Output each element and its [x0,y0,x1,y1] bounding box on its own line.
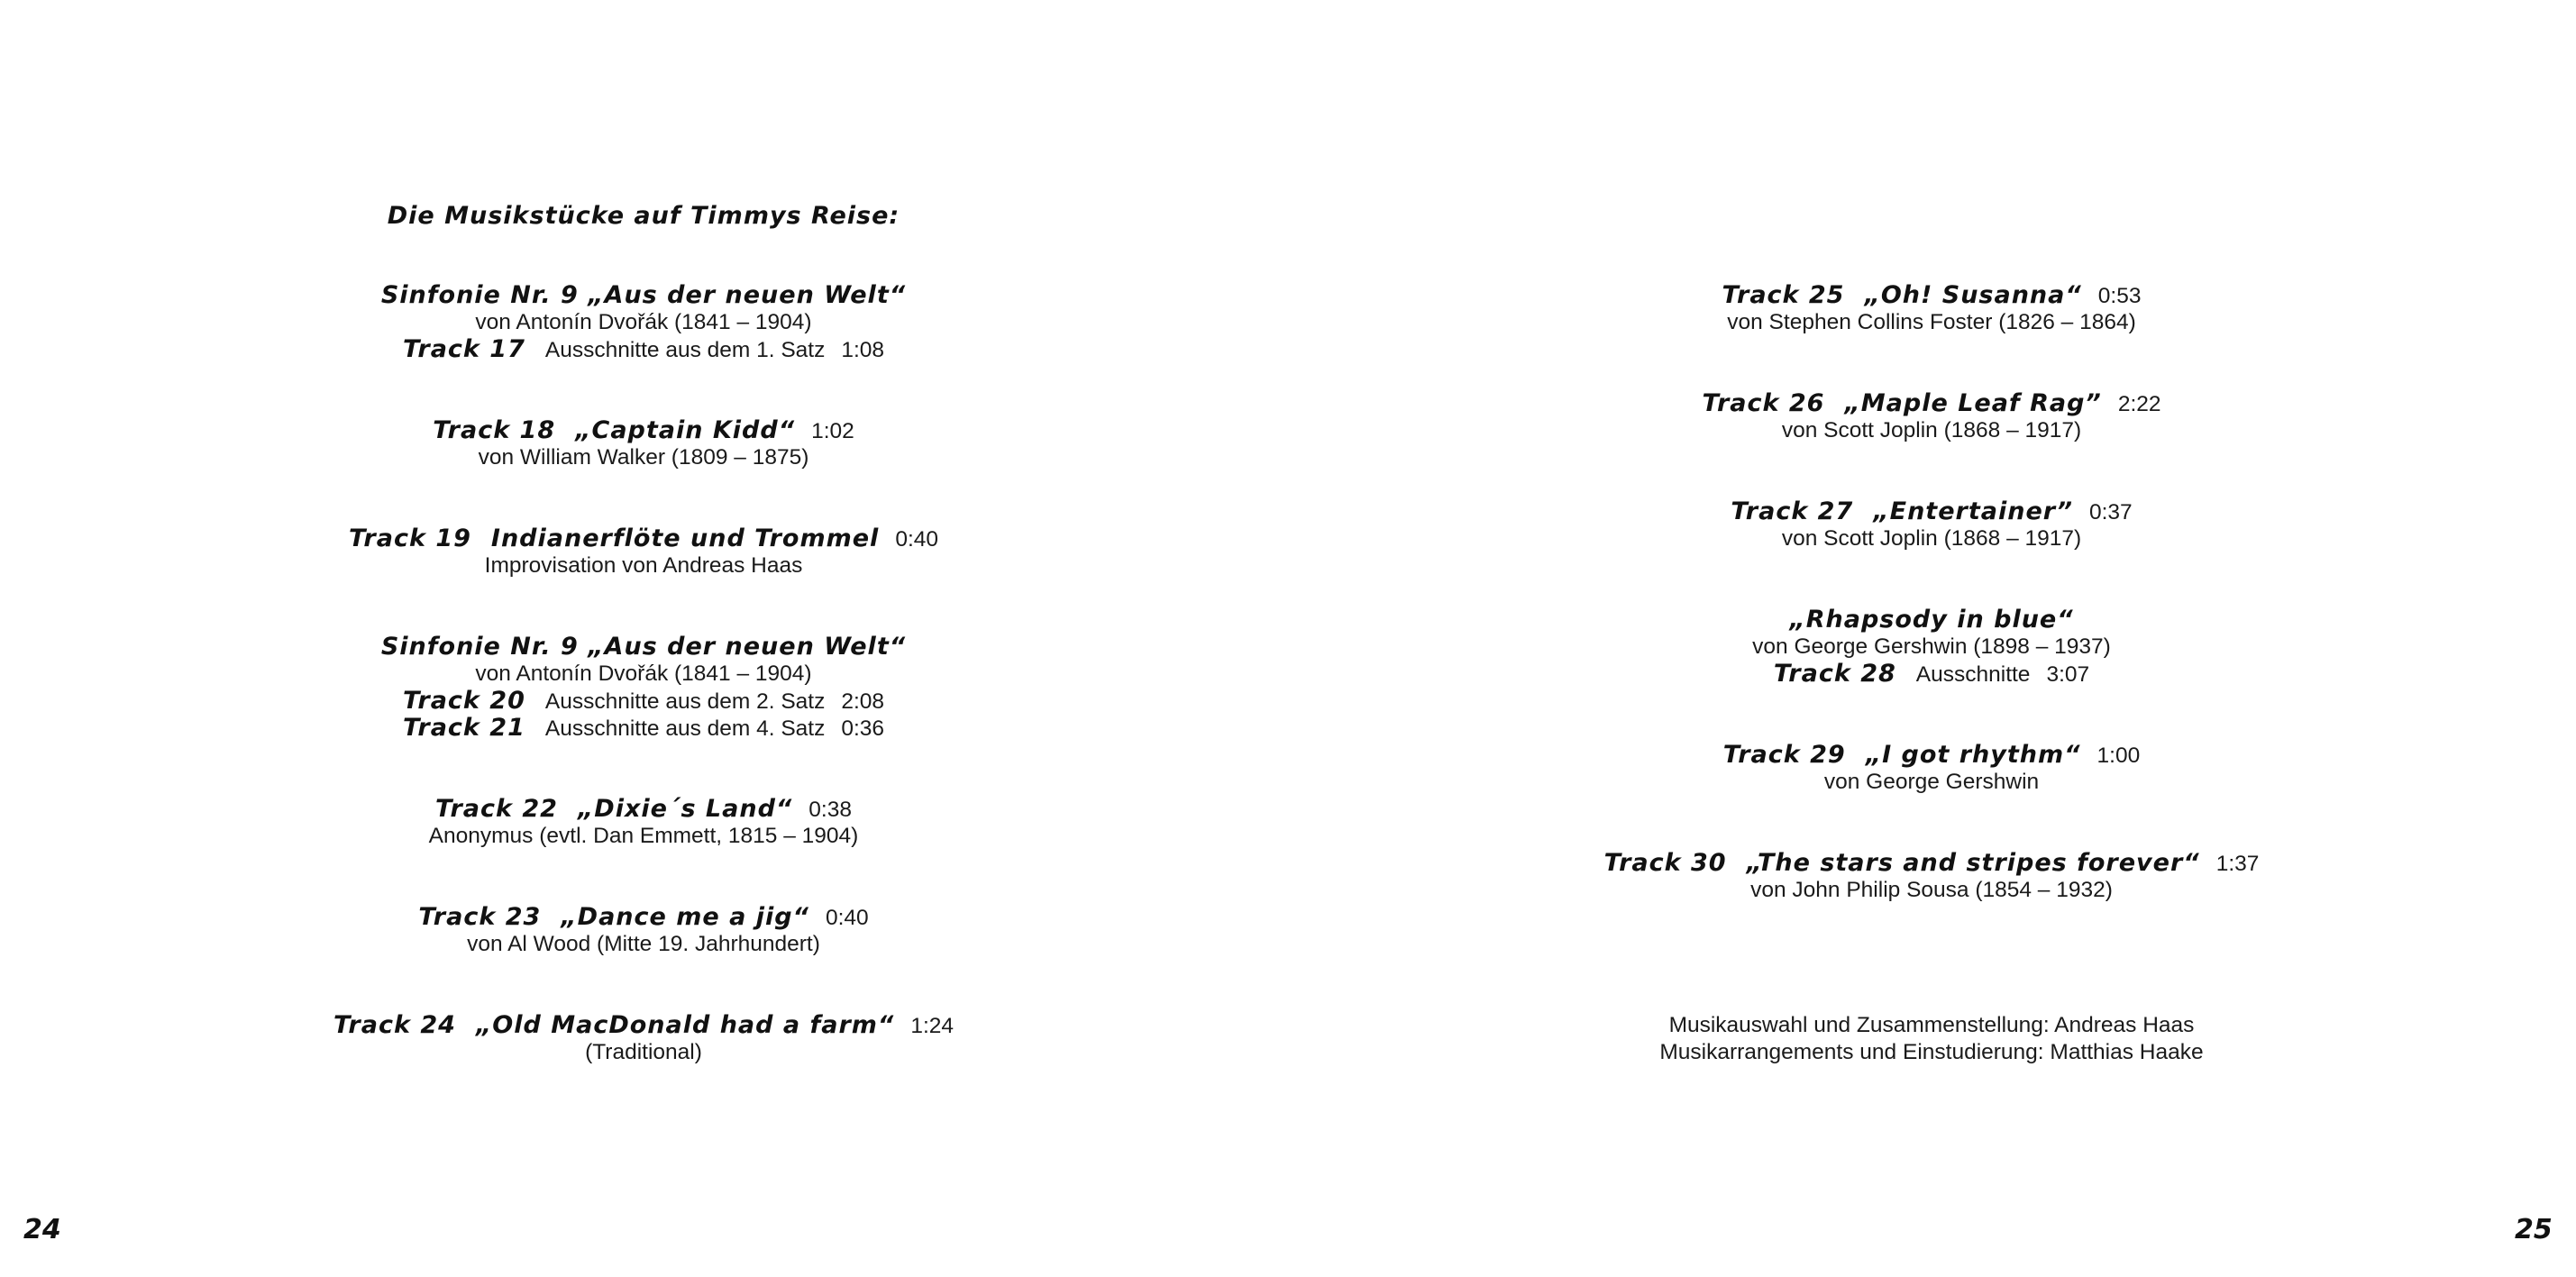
track-title: „Maple Leaf Rag” [1844,389,2102,417]
track-label: Track 20 [402,687,525,715]
credits [1571,1012,2292,1066]
track-label: Track 25 [1722,281,1845,309]
track-block [283,634,1004,742]
track-composer: von John Philip Sousa (1854 – 1932) [1750,878,2113,902]
track-title: Indianerflöte und Trommel [490,524,880,552]
track-title: „The stars and stripes forever“ [1746,849,2200,877]
track-duration: 2:08 [841,689,885,714]
track-label: Track 21 [402,714,525,742]
track-label: Track 26 [1702,389,1825,417]
track-line [283,796,1004,823]
track-title: „Oh! Susanna“ [1864,281,2082,309]
track-description: Ausschnitte aus dem 4. Satz [544,716,826,741]
track-block [1571,742,2292,796]
track-block [283,796,1004,850]
track-label: Track 28 [1773,660,1896,688]
track-title: „Dixie´s Land“ [577,795,793,823]
track-label: Track 30 [1603,849,1727,877]
track-composer: von Al Wood (Mitte 19. Jahrhundert) [467,932,820,956]
track-label: Track 23 [418,903,542,931]
track-duration: 1:02 [811,419,854,443]
track-duration: 1:37 [2215,852,2260,876]
track-line [283,715,1004,742]
track-duration: 1:24 [910,1014,954,1038]
track-duration: 3:07 [2046,662,2090,687]
track-title: Sinfonie Nr. 9 „Aus der neuen Welt“ [380,633,907,661]
track-line [1571,742,2292,769]
track-composer: von Scott Joplin (1868 – 1917) [1781,526,2082,551]
track-title: Sinfonie Nr. 9 „Aus der neuen Welt“ [380,281,907,309]
track-composer: von Stephen Collins Foster (1826 – 1864) [1727,310,2136,334]
track-title: „Entertainer” [1873,497,2073,525]
track-duration: 0:38 [808,798,852,822]
track-duration: 0:36 [841,716,885,741]
track-duration: 1:08 [841,338,885,362]
track-label: Track 22 [435,795,558,823]
track-line [283,336,1004,363]
track-label: Track 19 [348,524,471,552]
track-composer: von Antonín Dvořák (1841 – 1904) [475,661,812,686]
track-title: „Dance me a jig“ [561,903,809,931]
track-line [1571,661,2292,688]
track-block [1571,498,2292,552]
track-title: „Rhapsody in blue“ [1789,606,2074,634]
track-block [283,417,1004,471]
track-title: „Old MacDonald had a farm“ [475,1011,895,1039]
track-composer: von William Walker (1809 – 1875) [478,445,809,470]
track-line [1571,498,2292,525]
track-label: Track 18 [433,416,556,444]
track-line [283,688,1004,715]
credits-arrangements: Musikarrangements und Einstudierung: Matthias Haake [1659,1040,2204,1064]
track-composer: von George Gershwin [1823,770,2040,794]
track-block [1571,850,2292,904]
page-number: 25 [2515,1214,2553,1245]
page-number: 24 [23,1214,61,1245]
track-line [283,525,1004,552]
track-title: „I got rhythm“ [1865,741,2081,769]
track-line [1571,282,2292,309]
track-label: Track 27 [1731,497,1854,525]
track-line [1571,850,2292,877]
track-title: „Captain Kidd“ [575,416,796,444]
track-composer: von Antonín Dvořák (1841 – 1904) [475,310,812,334]
track-line [283,417,1004,444]
track-description: Ausschnitte aus dem 1. Satz [544,338,826,362]
track-line [283,1012,1004,1039]
track-block [1571,390,2292,444]
track-duration: 0:40 [895,527,939,552]
track-line [283,904,1004,931]
track-block [1571,607,2292,688]
track-description: Ausschnitte [1915,662,2031,687]
track-label: Track 24 [333,1011,456,1039]
track-line [1571,390,2292,417]
track-composer: (Traditional) [585,1040,702,1064]
track-duration: 1:00 [2096,743,2141,768]
track-duration: 0:40 [825,906,869,930]
track-duration: 0:53 [2097,284,2142,308]
track-duration: 2:22 [2117,392,2161,416]
track-label: Track 29 [1722,741,1846,769]
track-label: Track 17 [402,335,525,363]
track-block [283,282,1004,363]
track-description: Ausschnitte aus dem 2. Satz [544,689,826,714]
track-block [1571,282,2292,336]
page-heading: Die Musikstücke auf Timmys Reise: [387,202,900,230]
track-block [283,525,1004,579]
track-composer: von Scott Joplin (1868 – 1917) [1781,418,2082,442]
track-block [283,904,1004,958]
track-composer: Anonymus (evtl. Dan Emmett, 1815 – 1904) [428,824,859,848]
track-block [283,1012,1004,1066]
track-composer: Improvisation von Andreas Haas [484,553,803,578]
track-composer: von George Gershwin (1898 – 1937) [1752,634,2111,659]
track-duration: 0:37 [2088,500,2133,524]
credits-selection: Musikauswahl und Zusammenstellung: Andreas Haas [1668,1013,2195,1037]
